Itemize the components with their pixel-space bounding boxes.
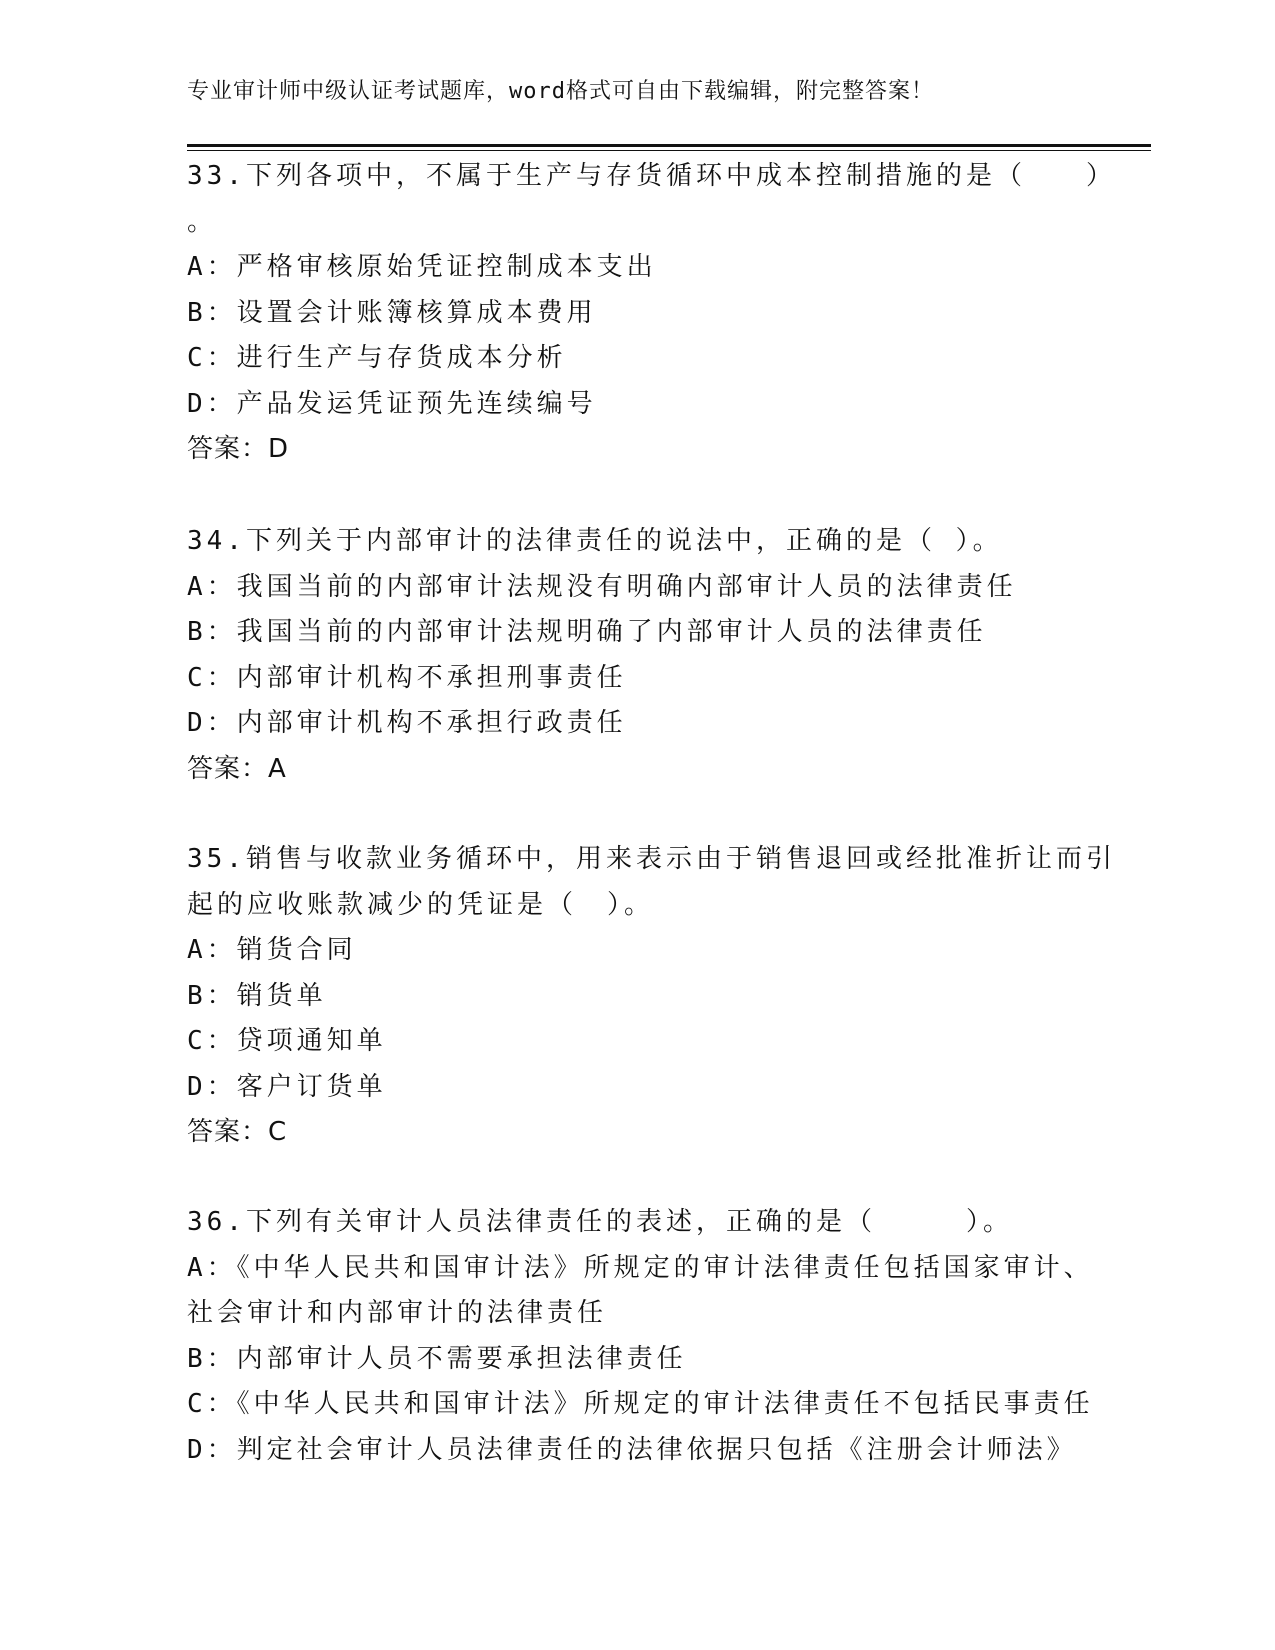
option-a: A：严格审核原始凭证控制成本支出 — [187, 252, 657, 282]
question-36 — [187, 1200, 1094, 1473]
option-a-continued: 社会审计和内部审计的法律责任 — [187, 1298, 608, 1328]
answer-line: 答案：D — [187, 434, 290, 464]
option-d: D：产品发运凭证预先连续编号 — [187, 388, 597, 419]
question-stem-line: 36.下列有关审计人员法律责任的表述，正确的是（ ）。 — [187, 1207, 1013, 1237]
question-stem-line: 。 — [187, 206, 218, 237]
question-35 — [187, 837, 1116, 1156]
option-d: D：客户订货单 — [187, 1071, 387, 1102]
option-c: C：贷项通知单 — [187, 1026, 387, 1056]
option-b: B：内部审计人员不需要承担法律责任 — [187, 1343, 687, 1374]
answer-line: 答案：C — [187, 1117, 288, 1147]
option-b: B：我国当前的内部审计法规明确了内部审计人员的法律责任 — [187, 617, 987, 647]
question-33 — [187, 154, 1116, 473]
option-c: C：《中华人民共和国审计法》所规定的审计法律责任不包括民事责任 — [187, 1389, 1094, 1419]
question-stem-line: 33.下列各项中，不属于生产与存货循环中成本控制措施的是（ ） — [187, 161, 1116, 191]
option-c: C：内部审计机构不承担刑事责任 — [187, 662, 627, 693]
option-a: A：《中华人民共和国审计法》所规定的审计法律责任包括国家审计、 — [187, 1252, 1094, 1283]
option-b: B：销货单 — [187, 980, 327, 1011]
option-c: C：进行生产与存货成本分析 — [187, 343, 567, 373]
question-34 — [187, 519, 1087, 792]
option-a: A：销货合同 — [187, 935, 357, 965]
question-stem-line: 34.下列关于内部审计的法律责任的说法中，正确的是（ ）。 — [187, 526, 1003, 556]
header-rule-thin — [187, 150, 1151, 151]
question-stem-line: 35.销售与收款业务循环中，用来表示由于销售退回或经批准折让而引 — [187, 844, 1116, 874]
question-stem-line: 起的应收账款减少的凭证是（ ）。 — [187, 889, 655, 920]
option-b: B：设置会计账簿核算成本费用 — [187, 297, 597, 328]
option-d: D：判定社会审计人员法律责任的法律依据只包括《注册会计师法》 — [187, 1434, 1077, 1465]
answer-line: 答案：A — [187, 753, 287, 784]
option-a: A：我国当前的内部审计法规没有明确内部审计人员的法律责任 — [187, 571, 1017, 602]
header-rule-thick — [187, 144, 1151, 147]
option-d: D：内部审计机构不承担行政责任 — [187, 708, 627, 738]
page-header: 专业审计师中级认证考试题库，word格式可自由下载编辑，附完整答案！ — [187, 79, 934, 104]
